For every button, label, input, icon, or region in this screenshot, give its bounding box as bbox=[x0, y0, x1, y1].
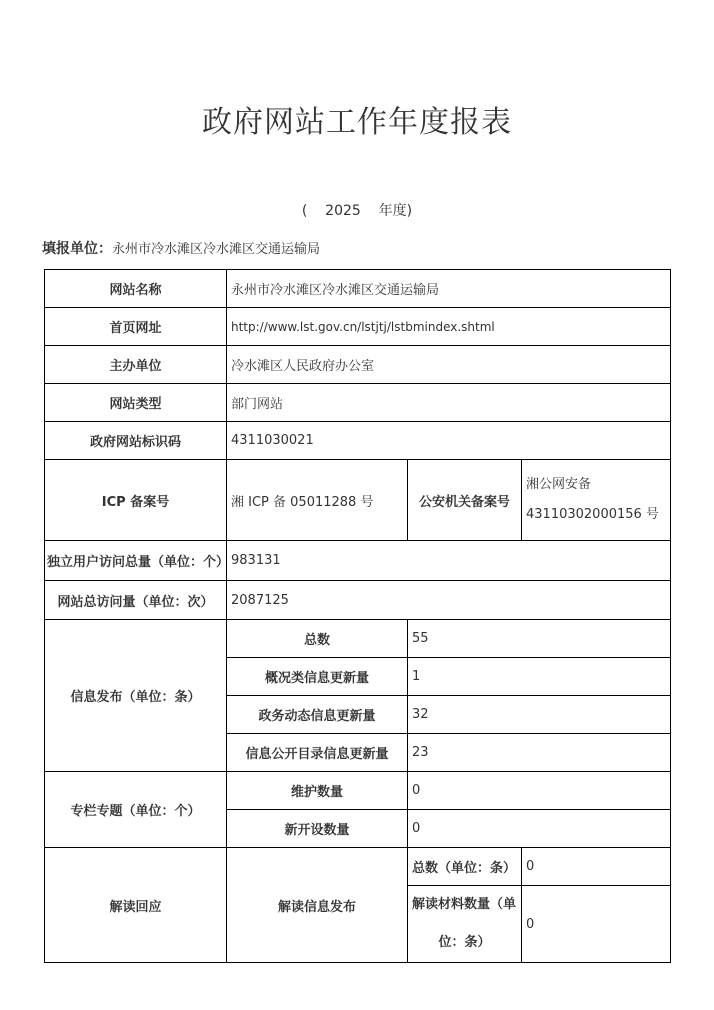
info-catalog-value: 23 bbox=[408, 734, 671, 772]
table-row bbox=[45, 772, 671, 810]
interpret-material-value: 0 bbox=[522, 886, 671, 963]
table-row bbox=[45, 620, 671, 658]
police-record-line1: 湘公网安备 bbox=[526, 477, 592, 492]
organizer-label: 主办单位 bbox=[45, 346, 227, 384]
info-news-value: 32 bbox=[408, 696, 671, 734]
site-type-value: 部门网站 bbox=[227, 384, 671, 422]
filing-unit-label: 填报单位： bbox=[42, 241, 112, 257]
year-suffix: 年度) bbox=[378, 203, 413, 219]
table-row bbox=[45, 460, 671, 541]
home-url-value: http://www.lst.gov.cn/lstjtj/lstbmindex.shtml bbox=[227, 308, 671, 346]
police-record-line2: 43110302000156 号 bbox=[526, 507, 659, 522]
table-row bbox=[45, 581, 671, 620]
pv-value: 2087125 bbox=[227, 581, 671, 620]
icp-label: ICP 备案号 bbox=[45, 460, 227, 541]
table-row bbox=[45, 422, 671, 460]
report-table bbox=[44, 269, 671, 963]
columns-new-label: 新开设数量 bbox=[227, 810, 408, 848]
columns-maintained-label: 维护数量 bbox=[227, 772, 408, 810]
interpret-total-label: 总数（单位：条） bbox=[408, 848, 522, 886]
pv-label: 网站总访问量（单位：次） bbox=[45, 581, 227, 620]
site-type-label: 网站类型 bbox=[45, 384, 227, 422]
interpret-sub-label: 解读信息发布 bbox=[227, 848, 408, 963]
site-id-value: 4311030021 bbox=[227, 422, 671, 460]
table-row bbox=[45, 270, 671, 308]
site-name-label: 网站名称 bbox=[45, 270, 227, 308]
interpret-label: 解读回应 bbox=[45, 848, 227, 963]
uv-label: 独立用户访问总量（单位：个） bbox=[45, 541, 227, 581]
site-id-label: 政府网站标识码 bbox=[45, 422, 227, 460]
site-name-value: 永州市冷水滩区冷水滩区交通运输局 bbox=[227, 270, 671, 308]
info-overview-value: 1 bbox=[408, 658, 671, 696]
interpret-material-label bbox=[408, 886, 522, 963]
table-row bbox=[45, 308, 671, 346]
interpret-total-value: 0 bbox=[522, 848, 671, 886]
table-row bbox=[45, 848, 671, 886]
info-total-label: 总数 bbox=[227, 620, 408, 658]
info-overview-label: 概况类信息更新量 bbox=[227, 658, 408, 696]
info-news-label: 政务动态信息更新量 bbox=[227, 696, 408, 734]
page-title: 政府网站工作年度报表 bbox=[202, 105, 512, 140]
info-publish-label: 信息发布（单位：条） bbox=[45, 620, 227, 772]
columns-maintained-value: 0 bbox=[408, 772, 671, 810]
filing-unit bbox=[42, 238, 320, 258]
year-value: 2025 bbox=[325, 203, 361, 219]
icp-value: 湘 ICP 备 05011288 号 bbox=[227, 460, 408, 541]
police-record-label: 公安机关备案号 bbox=[408, 460, 522, 541]
filing-unit-value: 永州市冷水滩区冷水滩区交通运输局 bbox=[112, 242, 321, 257]
table-row bbox=[45, 384, 671, 422]
year-open-paren: ( bbox=[301, 203, 308, 219]
columns-new-value: 0 bbox=[408, 810, 671, 848]
police-record-value bbox=[522, 460, 671, 541]
interpret-material-label-line1: 解读材料数量（单 bbox=[412, 897, 517, 912]
home-url-label: 首页网址 bbox=[45, 308, 227, 346]
table-row bbox=[45, 346, 671, 384]
info-catalog-label: 信息公开目录信息更新量 bbox=[227, 734, 408, 772]
info-total-value: 55 bbox=[408, 620, 671, 658]
interpret-material-label-line2: 位：条） bbox=[438, 935, 491, 950]
report-year bbox=[0, 200, 714, 220]
uv-value: 983131 bbox=[227, 541, 671, 581]
organizer-value: 冷水滩区人民政府办公室 bbox=[227, 346, 671, 384]
columns-label: 专栏专题（单位：个） bbox=[45, 772, 227, 848]
table-row bbox=[45, 541, 671, 581]
